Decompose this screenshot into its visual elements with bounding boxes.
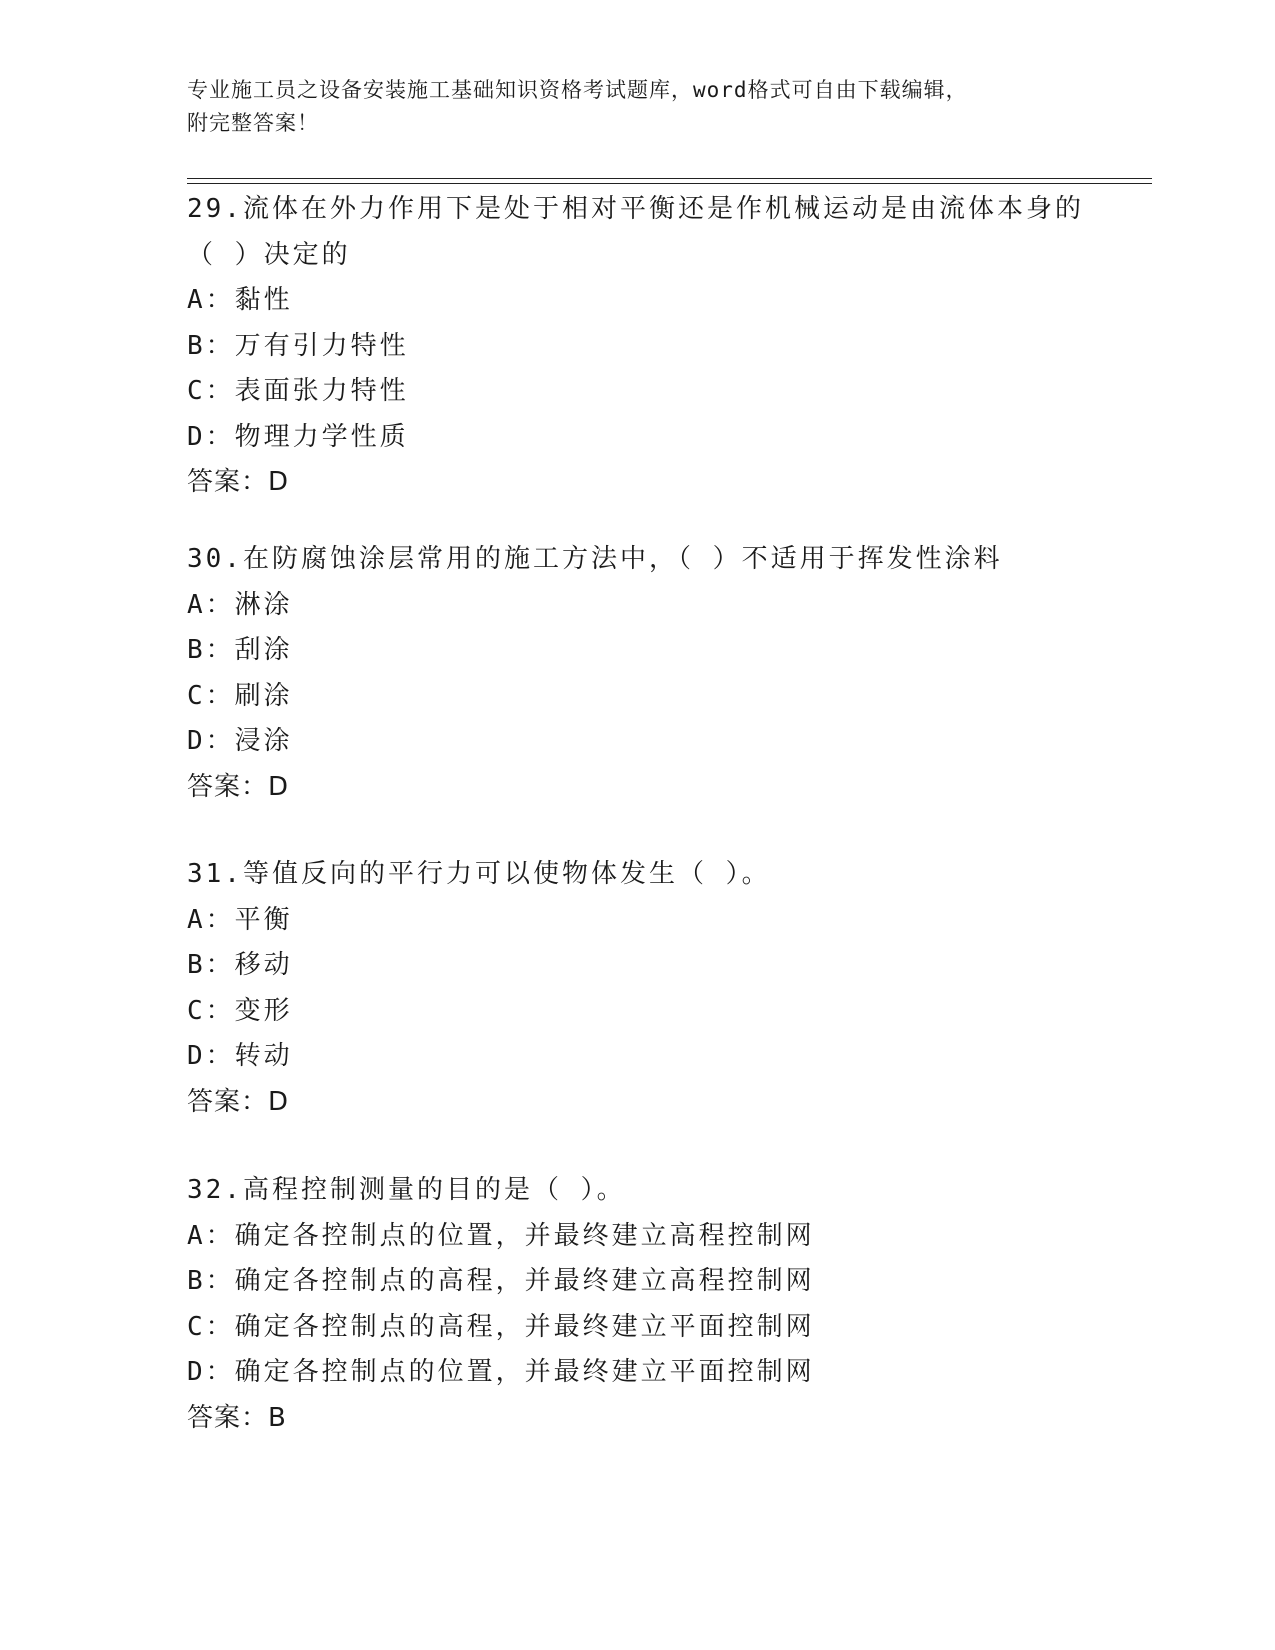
option-d: D：确定各控制点的位置，并最终建立平面控制网 <box>187 1357 815 1387</box>
question-29 <box>187 187 1087 506</box>
option-c: C：确定各控制点的高程，并最终建立平面控制网 <box>187 1311 815 1342</box>
question-30 <box>187 537 1087 810</box>
option-b: B：移动 <box>187 950 293 980</box>
answer: 答案：B <box>187 1402 287 1433</box>
header-line-2: 附完整答案！ <box>187 111 319 135</box>
question-32 <box>187 1168 1087 1441</box>
option-b: B：确定各控制点的高程，并最终建立高程控制网 <box>187 1266 815 1296</box>
option-a: A：黏性 <box>187 285 293 315</box>
option-c: C：刷涂 <box>187 680 293 711</box>
option-a: A：确定各控制点的位置，并最终建立高程控制网 <box>187 1220 815 1251</box>
answer: 答案：D <box>187 467 290 497</box>
answer: 答案：D <box>187 1086 290 1117</box>
question-31 <box>187 852 1087 1125</box>
question-stem: 30.在防腐蚀涂层常用的施工方法中，（ ）不适用于挥发性涂料 <box>187 544 1003 574</box>
option-d: D：浸涂 <box>187 726 293 756</box>
document-header <box>187 74 1087 140</box>
header-divider-top <box>187 178 1152 179</box>
option-b: B：万有引力特性 <box>187 330 409 361</box>
option-c: C：变形 <box>187 995 293 1026</box>
header-line-1: 专业施工员之设备安装施工基础知识资格考试题库，word格式可自由下载编辑， <box>187 78 968 102</box>
question-stem: 29.流体在外力作用下是处于相对平衡还是作机械运动是由流体本身的 <box>187 194 1084 224</box>
option-b: B：刮涂 <box>187 635 293 665</box>
option-d: D：转动 <box>187 1041 293 1071</box>
question-stem: 32.高程控制测量的目的是（ ）。 <box>187 1175 626 1205</box>
option-a: A：平衡 <box>187 904 293 935</box>
question-stem-continued: （ ）决定的 <box>187 239 351 270</box>
answer: 答案：D <box>187 771 290 802</box>
header-divider-bottom <box>187 183 1152 184</box>
option-a: A：淋涂 <box>187 589 293 620</box>
option-d: D：物理力学性质 <box>187 421 409 452</box>
option-c: C：表面张力特性 <box>187 376 409 406</box>
question-stem: 31.等值反向的平行力可以使物体发生（ ）。 <box>187 859 771 889</box>
